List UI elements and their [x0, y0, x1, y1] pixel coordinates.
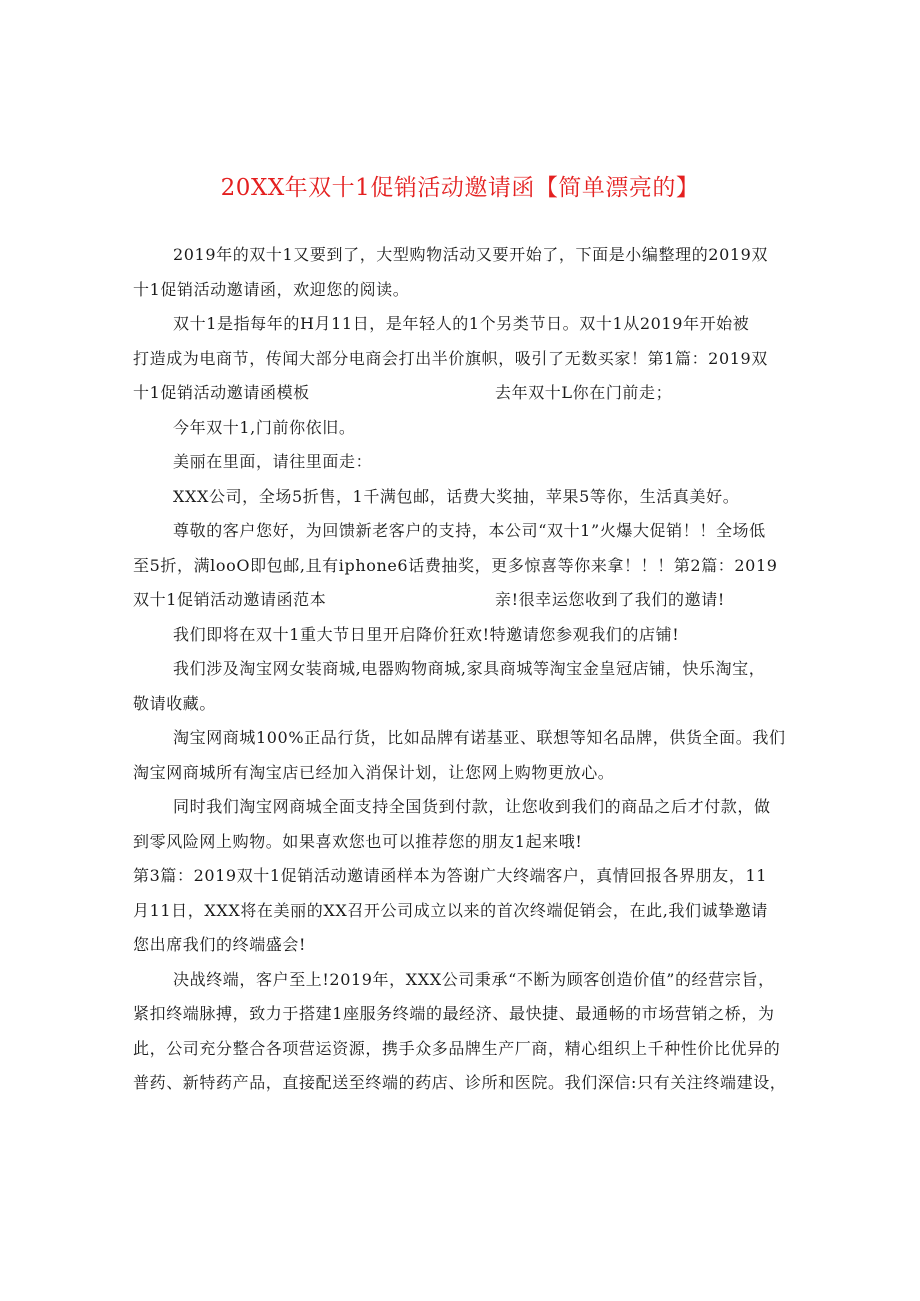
line-segment: 去年双十L你在门前走； — [495, 383, 673, 402]
document-body — [133, 238, 797, 1101]
paragraph-line: 敬请收藏。 — [133, 693, 217, 713]
paragraph-line: 第3篇：2019双十1促销活动邀请函样本为答谢广大终端客户，真情回报各界朋友，11 — [133, 866, 768, 885]
paragraph-line: 决战终端，客户至上!2019年，XXX公司秉承“不断为顾客创造价值”的经营宗旨， — [173, 969, 775, 989]
paragraph-line: XXX公司，全场5折售，1千满包邮，话费大奖抽，苹果5等你，生活真美好。 — [173, 486, 740, 506]
paragraph-line: 到零风险网上购物。如果喜欢您也可以推荐您的朋友1起来哦! — [133, 831, 583, 851]
paragraph-line: 普药、新特药产品，直接配送至终端的药店、诊所和医院。我们深信:只有关注终端建设， — [133, 1073, 787, 1092]
paragraph-line: 打造成为电商节，传闻大部分电商会打出半价旗帜，吸引了无数买家！第1篇：2019双 — [133, 348, 768, 368]
paragraph-line: 此，公司充分整合各项营运资源，携手众多品牌生产厂商，精心组织上千种性价比优异的 — [133, 1038, 781, 1058]
paragraph-line: 我们涉及淘宝网女装商城,电器购物商城,家具商城等淘宝金皇冠店铺，快乐淘宝， — [173, 659, 766, 678]
paragraph-line: 淘宝网商城100%正品行货，比如品牌有诺基亚、联想等知名品牌，供货全面。我们 — [173, 728, 786, 747]
paragraph-line: 2019年的双十1又要到了，大型购物活动又要开始了，下面是小编整理的2019双 — [173, 245, 769, 264]
paragraph-line — [133, 583, 797, 618]
paragraph-line: 双十1是指每年的H月11日，是年轻人的1个另类节日。双十1从2019年开始被 — [173, 314, 750, 333]
paragraph-line: 同时我们淘宝网商城全面支持全国货到付款，让您收到我们的商品之后才付款，做 — [173, 797, 771, 816]
paragraph-line: 月11日，XXX将在美丽的XX召开公司成立以来的首次终端促销会，在此,我们诚挚邀请 — [133, 900, 768, 920]
paragraph-line: 美丽在里面，请往里面走： — [173, 452, 373, 471]
paragraph-line — [133, 376, 797, 411]
line-segment: 亲!很幸运您收到了我们的邀请! — [495, 590, 725, 609]
line-segment: 双十1促销活动邀请函范本 — [133, 590, 327, 609]
paragraph-line: 十1促销活动邀请函，欢迎您的阅读。 — [133, 279, 410, 299]
paragraph-line: 淘宝网商城所有淘宝店已经加入消保计划，让您网上购物更放心。 — [133, 762, 615, 782]
document-title: 20XX年双十1促销活动邀请函【简单漂亮的】 — [220, 175, 700, 201]
paragraph-line: 我们即将在双十1重大节日里开启降价狂欢!特邀请您参观我们的店铺! — [173, 624, 680, 644]
paragraph-line: 今年双十1,门前你依旧。 — [173, 417, 356, 437]
paragraph-line: 至5折，满looO即包邮,且有iphone6话费抽奖，更多惊喜等你来拿！！！第2篇：2019 — [133, 555, 778, 575]
paragraph-line: 紧扣终端脉搏，致力于搭建1座服务终端的最经济、最快捷、最通畅的市场营销之桥，为 — [133, 1004, 775, 1023]
paragraph-line: 您出席我们的终端盛会! — [133, 935, 307, 954]
paragraph-line: 尊敬的客户您好，为回馈新老客户的支持，本公司“双十1”火爆大促销！！全场低 — [173, 521, 766, 540]
line-segment: 十1促销活动邀请函模板 — [133, 383, 310, 402]
